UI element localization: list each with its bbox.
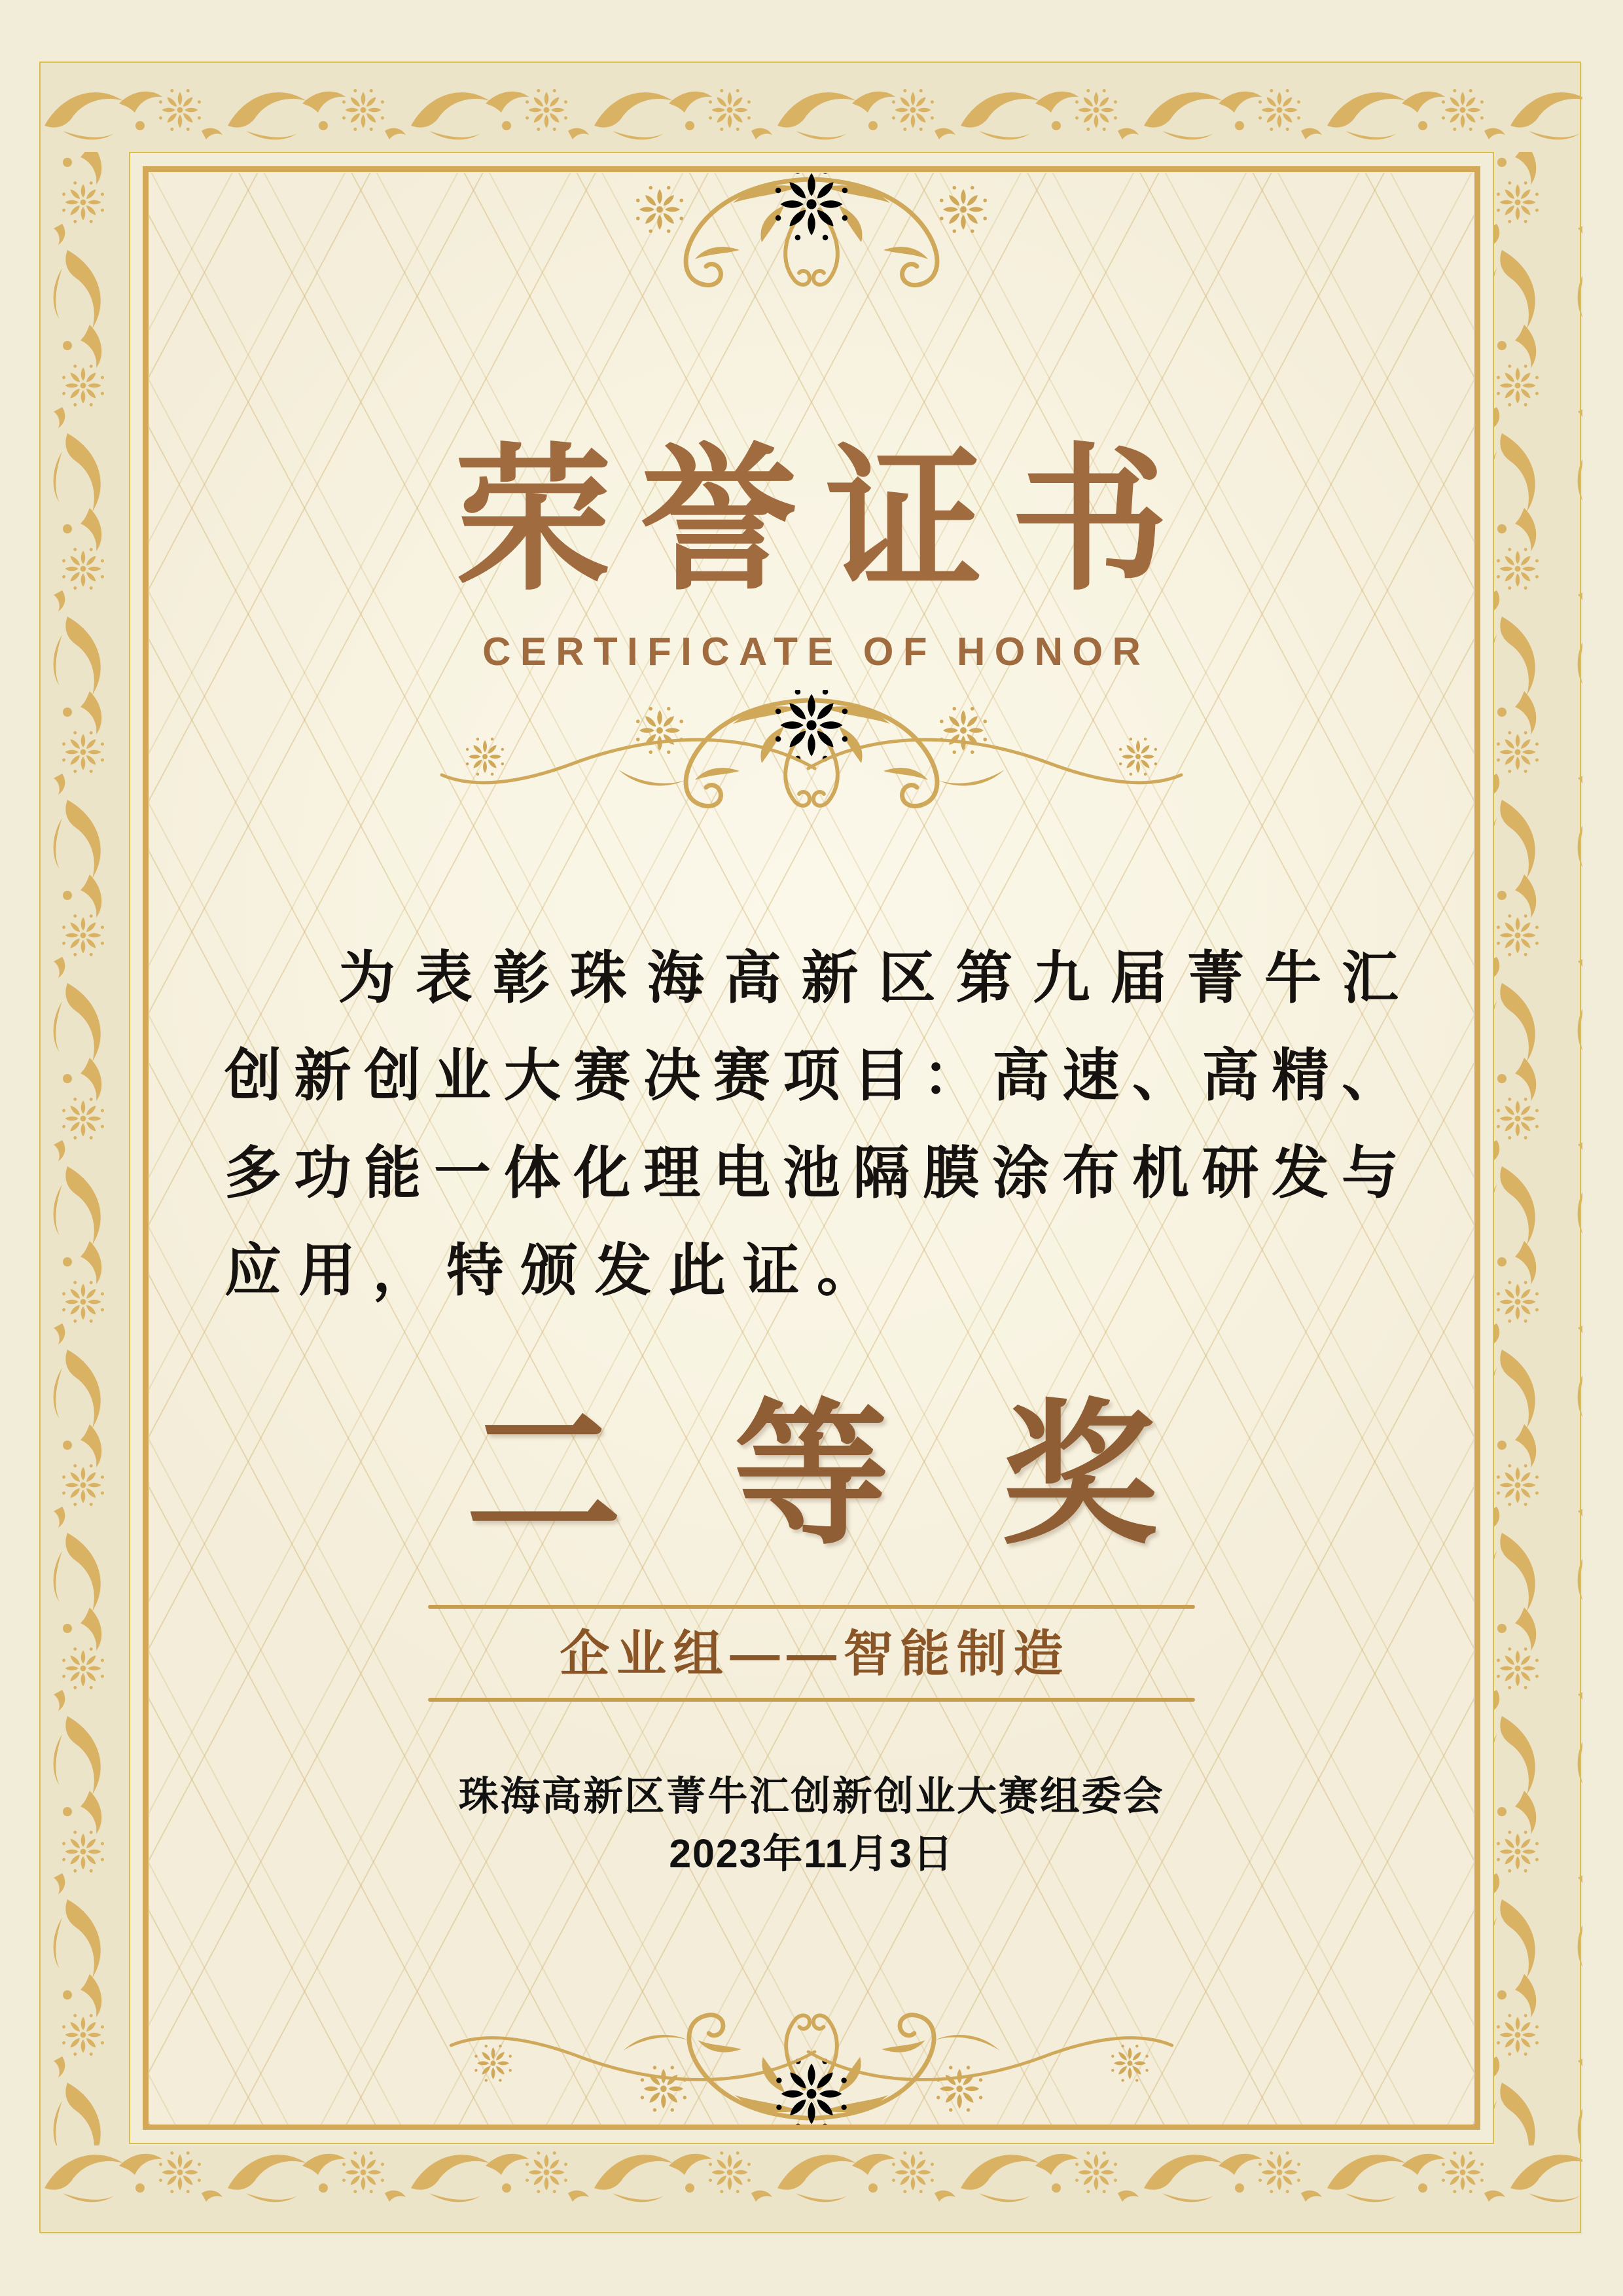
- certificate-body: [149, 929, 1474, 1319]
- award-title: 二等奖: [465, 1384, 1270, 1566]
- body-line-1: 为表彰珠海高新区第九届菁牛汇: [338, 944, 1399, 1011]
- issuer-name: 珠海高新区菁牛汇创新创业大赛组委会: [458, 1774, 1165, 1818]
- bottom-floral-ornament-icon: [432, 1991, 1191, 2125]
- category-rule-top: [428, 1605, 1195, 1609]
- issue-date: 2023年11月3日: [669, 1831, 954, 1876]
- body-line-4: 应用，特颁发此证。: [224, 1236, 891, 1304]
- category-rule-bottom: [428, 1698, 1195, 1702]
- award-category: 企业组——智能制造: [560, 1626, 1071, 1682]
- certificate-title: 荣誉证书: [455, 427, 1196, 612]
- certificate-subtitle: CERTIFICATE OF HONOR: [482, 630, 1150, 673]
- floral-divider-ornament-icon: [422, 690, 1201, 831]
- body-line-2: 创新创业大赛决赛项目：高速、高精、: [224, 1041, 1399, 1109]
- body-line-3: 多功能一体化理电池隔膜涂布机研发与: [224, 1139, 1399, 1206]
- certificate-content: [149, 173, 1474, 2125]
- top-floral-ornament-icon: [609, 173, 1014, 300]
